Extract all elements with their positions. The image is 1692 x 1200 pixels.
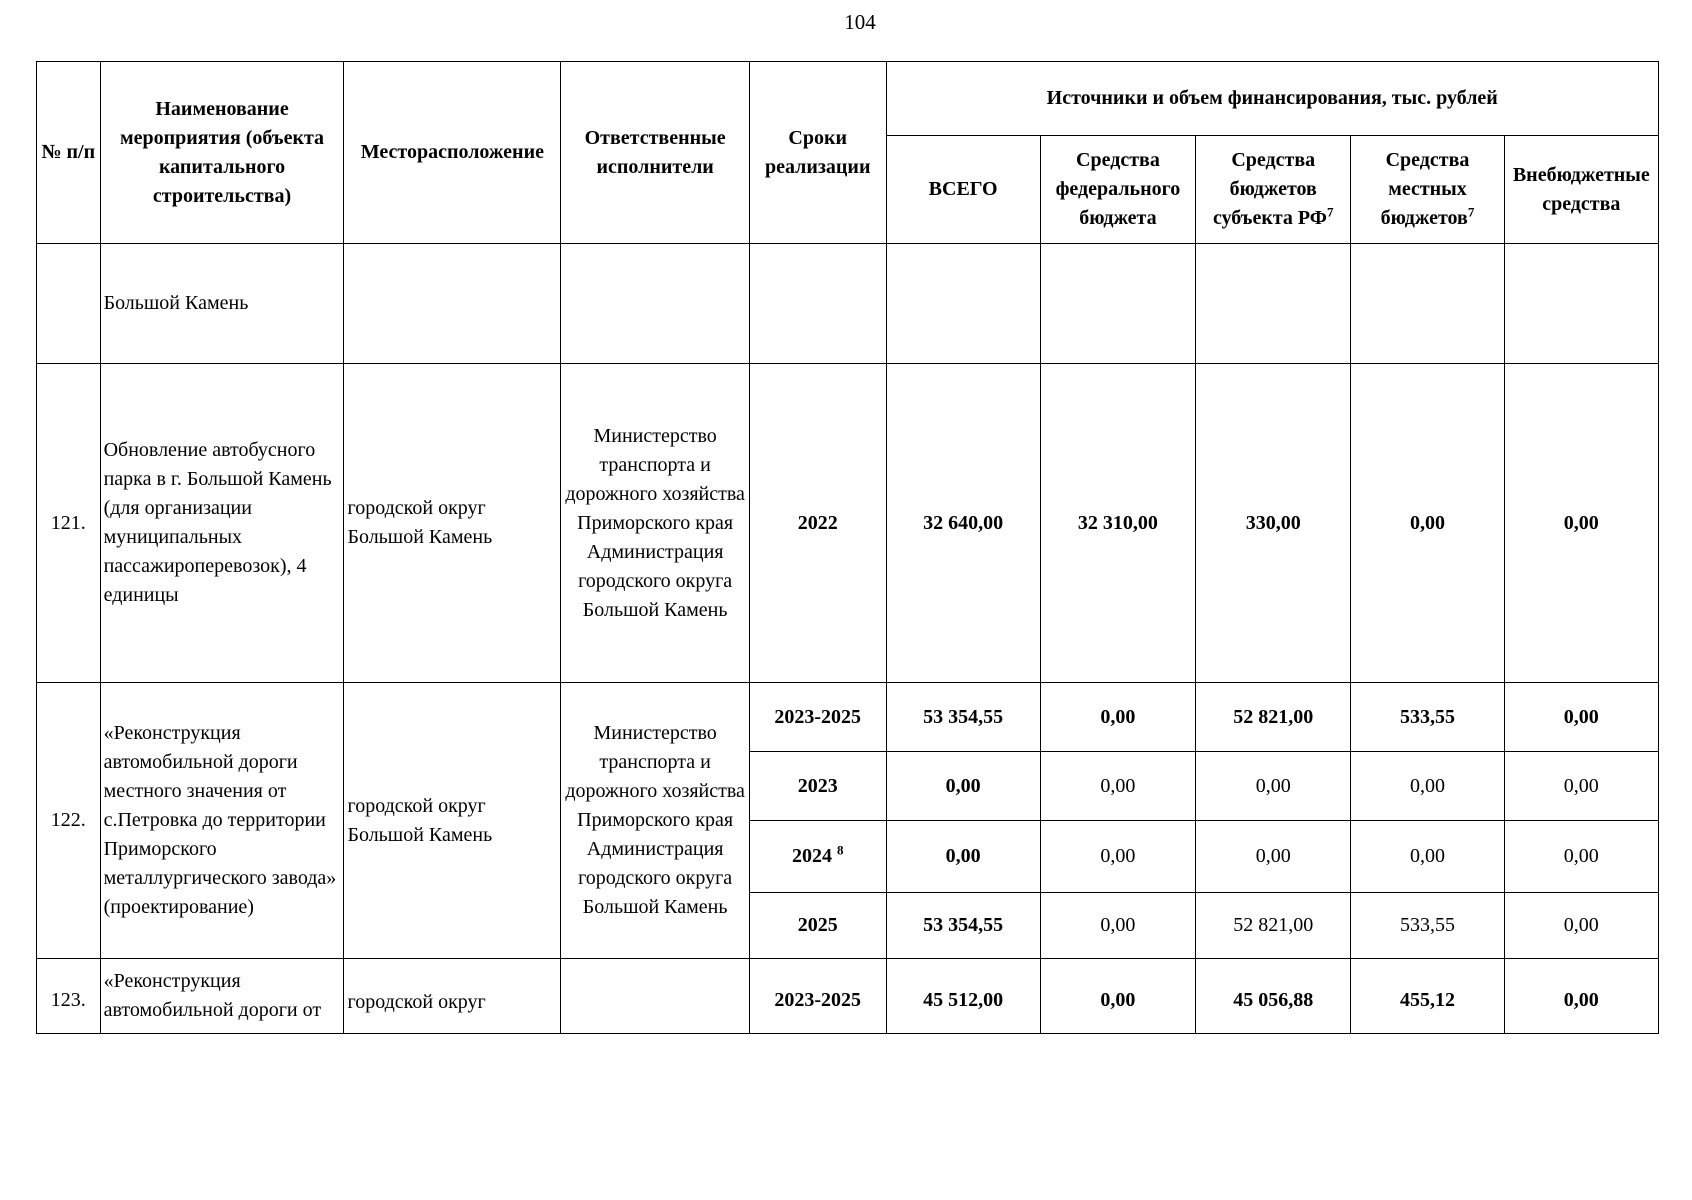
cell-location: городской округ (344, 959, 561, 1034)
cell-local: 533,55 (1351, 893, 1504, 959)
table-row-122 (37, 683, 1659, 752)
cell-responsible (561, 959, 750, 1034)
cell-federal: 0,00 (1040, 959, 1195, 1034)
cell-total (886, 244, 1040, 364)
cell-responsible: Министерство транспорта и дорожного хозяйства Приморского края Администрация городского округа Большой Камень (561, 683, 750, 959)
table-row-121 (37, 364, 1659, 683)
cell-period (749, 244, 886, 364)
cell-offbudget (1504, 244, 1658, 364)
cell-total: 0,00 (886, 821, 1040, 893)
cell-num (37, 244, 101, 364)
header-financing-group: Источники и объем финансирования, тыс. рублей (886, 62, 1659, 136)
header-responsible: Ответственные исполнители (561, 62, 750, 244)
header-total: ВСЕГО (886, 136, 1040, 244)
cell-total: 0,00 (886, 752, 1040, 821)
cell-subject: 45 056,88 (1196, 959, 1351, 1034)
cell-federal: 0,00 (1040, 752, 1195, 821)
header-name: Наименование мероприятия (объекта капитального строительства) (100, 62, 344, 244)
cell-federal: 0,00 (1040, 683, 1195, 752)
cell-total: 32 640,00 (886, 364, 1040, 683)
header-federal: Средства федерального бюджета (1040, 136, 1195, 244)
cell-period: 2022 (749, 364, 886, 683)
footnote-ref: 7 (1327, 204, 1334, 220)
cell-num: 123. (37, 959, 101, 1034)
header-num: № п/п (37, 62, 101, 244)
cell-period: 2023 (749, 752, 886, 821)
cell-federal: 0,00 (1040, 893, 1195, 959)
cell-subject: 0,00 (1196, 752, 1351, 821)
cell-offbudget: 0,00 (1504, 959, 1658, 1034)
header-subject-text: Средства бюджетов субъекта РФ (1212, 149, 1327, 229)
header-offbudget: Внебюджетные средства (1504, 136, 1658, 244)
cell-subject (1196, 244, 1351, 364)
cell-name: «Реконструкция автомобильной дороги местного значения от с.Петровка до территории Приморского металлургического завода» (проектирование) (100, 683, 344, 959)
cell-offbudget: 0,00 (1504, 364, 1658, 683)
cell-local: 455,12 (1351, 959, 1504, 1034)
cell-local: 0,00 (1351, 821, 1504, 893)
cell-name: «Реконструкция автомобильной дороги от (100, 959, 344, 1034)
cell-offbudget: 0,00 (1504, 683, 1658, 752)
cell-location (344, 244, 561, 364)
cell-period-text: 2024 (791, 845, 832, 867)
table-row-123 (37, 959, 1659, 1034)
cell-period: 2025 (749, 893, 886, 959)
cell-subject: 52 821,00 (1196, 893, 1351, 959)
header-local-text: Средства местных бюджетов (1380, 149, 1470, 229)
page-number: 104 (844, 10, 876, 34)
header-subject (1196, 136, 1351, 244)
cell-offbudget: 0,00 (1504, 893, 1658, 959)
cell-offbudget: 0,00 (1504, 752, 1658, 821)
cell-local (1351, 244, 1504, 364)
header-period: Сроки реализации (749, 62, 886, 244)
cell-offbudget: 0,00 (1504, 821, 1658, 893)
cell-total: 45 512,00 (886, 959, 1040, 1034)
cell-name: Обновление автобусного парка в г. Большой Камень (для организации муниципальных пассажироперевозок), 4 единицы (100, 364, 344, 683)
cell-location: городской округ Большой Камень (344, 683, 561, 959)
financing-table (36, 61, 1659, 1034)
cell-local: 0,00 (1351, 364, 1504, 683)
cell-period: 2023-2025 (749, 959, 886, 1034)
cell-local: 0,00 (1351, 752, 1504, 821)
header-local (1351, 136, 1504, 244)
cell-num: 122. (37, 683, 101, 959)
cell-total: 53 354,55 (886, 893, 1040, 959)
cell-subject: 0,00 (1196, 821, 1351, 893)
cell-period (749, 821, 886, 893)
cell-name: Большой Камень (100, 244, 344, 364)
cell-federal: 32 310,00 (1040, 364, 1195, 683)
cell-subject: 330,00 (1196, 364, 1351, 683)
cell-responsible (561, 244, 750, 364)
footnote-ref: 7 (1467, 204, 1475, 220)
cell-local: 533,55 (1351, 683, 1504, 752)
cell-location: городской округ Большой Камень (344, 364, 561, 683)
table-row-continuation (37, 244, 1659, 364)
cell-federal: 0,00 (1040, 821, 1195, 893)
header-location: Месторасположение (344, 62, 561, 244)
cell-period: 2023-2025 (749, 683, 886, 752)
cell-responsible: Министерство транспорта и дорожного хозяйства Приморского края Администрация городского округа Большой Камень (561, 364, 750, 683)
cell-total: 53 354,55 (886, 683, 1040, 752)
cell-num: 121. (37, 364, 101, 683)
cell-subject: 52 821,00 (1196, 683, 1351, 752)
footnote-ref: 8 (836, 842, 844, 858)
header-row (37, 62, 1659, 136)
cell-federal (1040, 244, 1195, 364)
